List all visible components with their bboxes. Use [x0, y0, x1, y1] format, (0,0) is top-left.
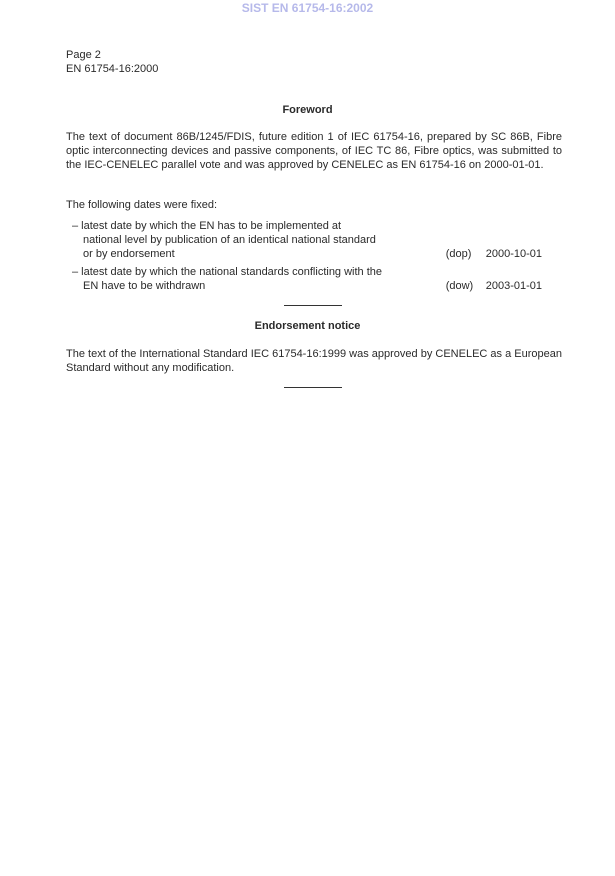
- separator: [284, 387, 342, 388]
- date-code: (dow): [445, 280, 474, 293]
- date-item-dow: [72, 265, 542, 293]
- date-code: (dop): [445, 248, 472, 261]
- date-value: 2000-10-01: [485, 248, 542, 261]
- foreword-title: Foreword: [282, 104, 333, 116]
- endorsement-paragraph: The text of the International Standard IEC 61754-16:1999 was approved by CENELEC as a European Standard without any modification.: [66, 348, 562, 375]
- foreword-paragraph: The text of document 86B/1245/FDIS, future edition 1 of IEC 61754-16, prepared by SC 86B, Fibre optic interconnecting devices and passive components, of IEC TC 86, Fibre optics, was submitted to the IEC-CENELEC parallel vote and was approved by CENELEC as EN 61754-16 on 2000-01-01.: [66, 131, 562, 172]
- dates-intro: The following dates were fixed:: [66, 199, 218, 211]
- document-id: EN 61754-16:2000: [66, 63, 159, 75]
- endorsement-title: Endorsement notice: [254, 320, 361, 332]
- date-item-text: – latest date by which the national standards conflicting with the EN have to be withdrawn: [72, 266, 383, 293]
- page-number: Page 2: [66, 49, 101, 61]
- watermark: SIST EN 61754-16:2002: [241, 1, 374, 15]
- date-value: 2003-01-01: [485, 280, 542, 293]
- date-item-dop: [72, 219, 542, 262]
- date-item-text: – latest date by which the EN has to be implemented at national level by publication of an identical national standard or by endorsement: [72, 220, 376, 261]
- separator: [284, 305, 342, 306]
